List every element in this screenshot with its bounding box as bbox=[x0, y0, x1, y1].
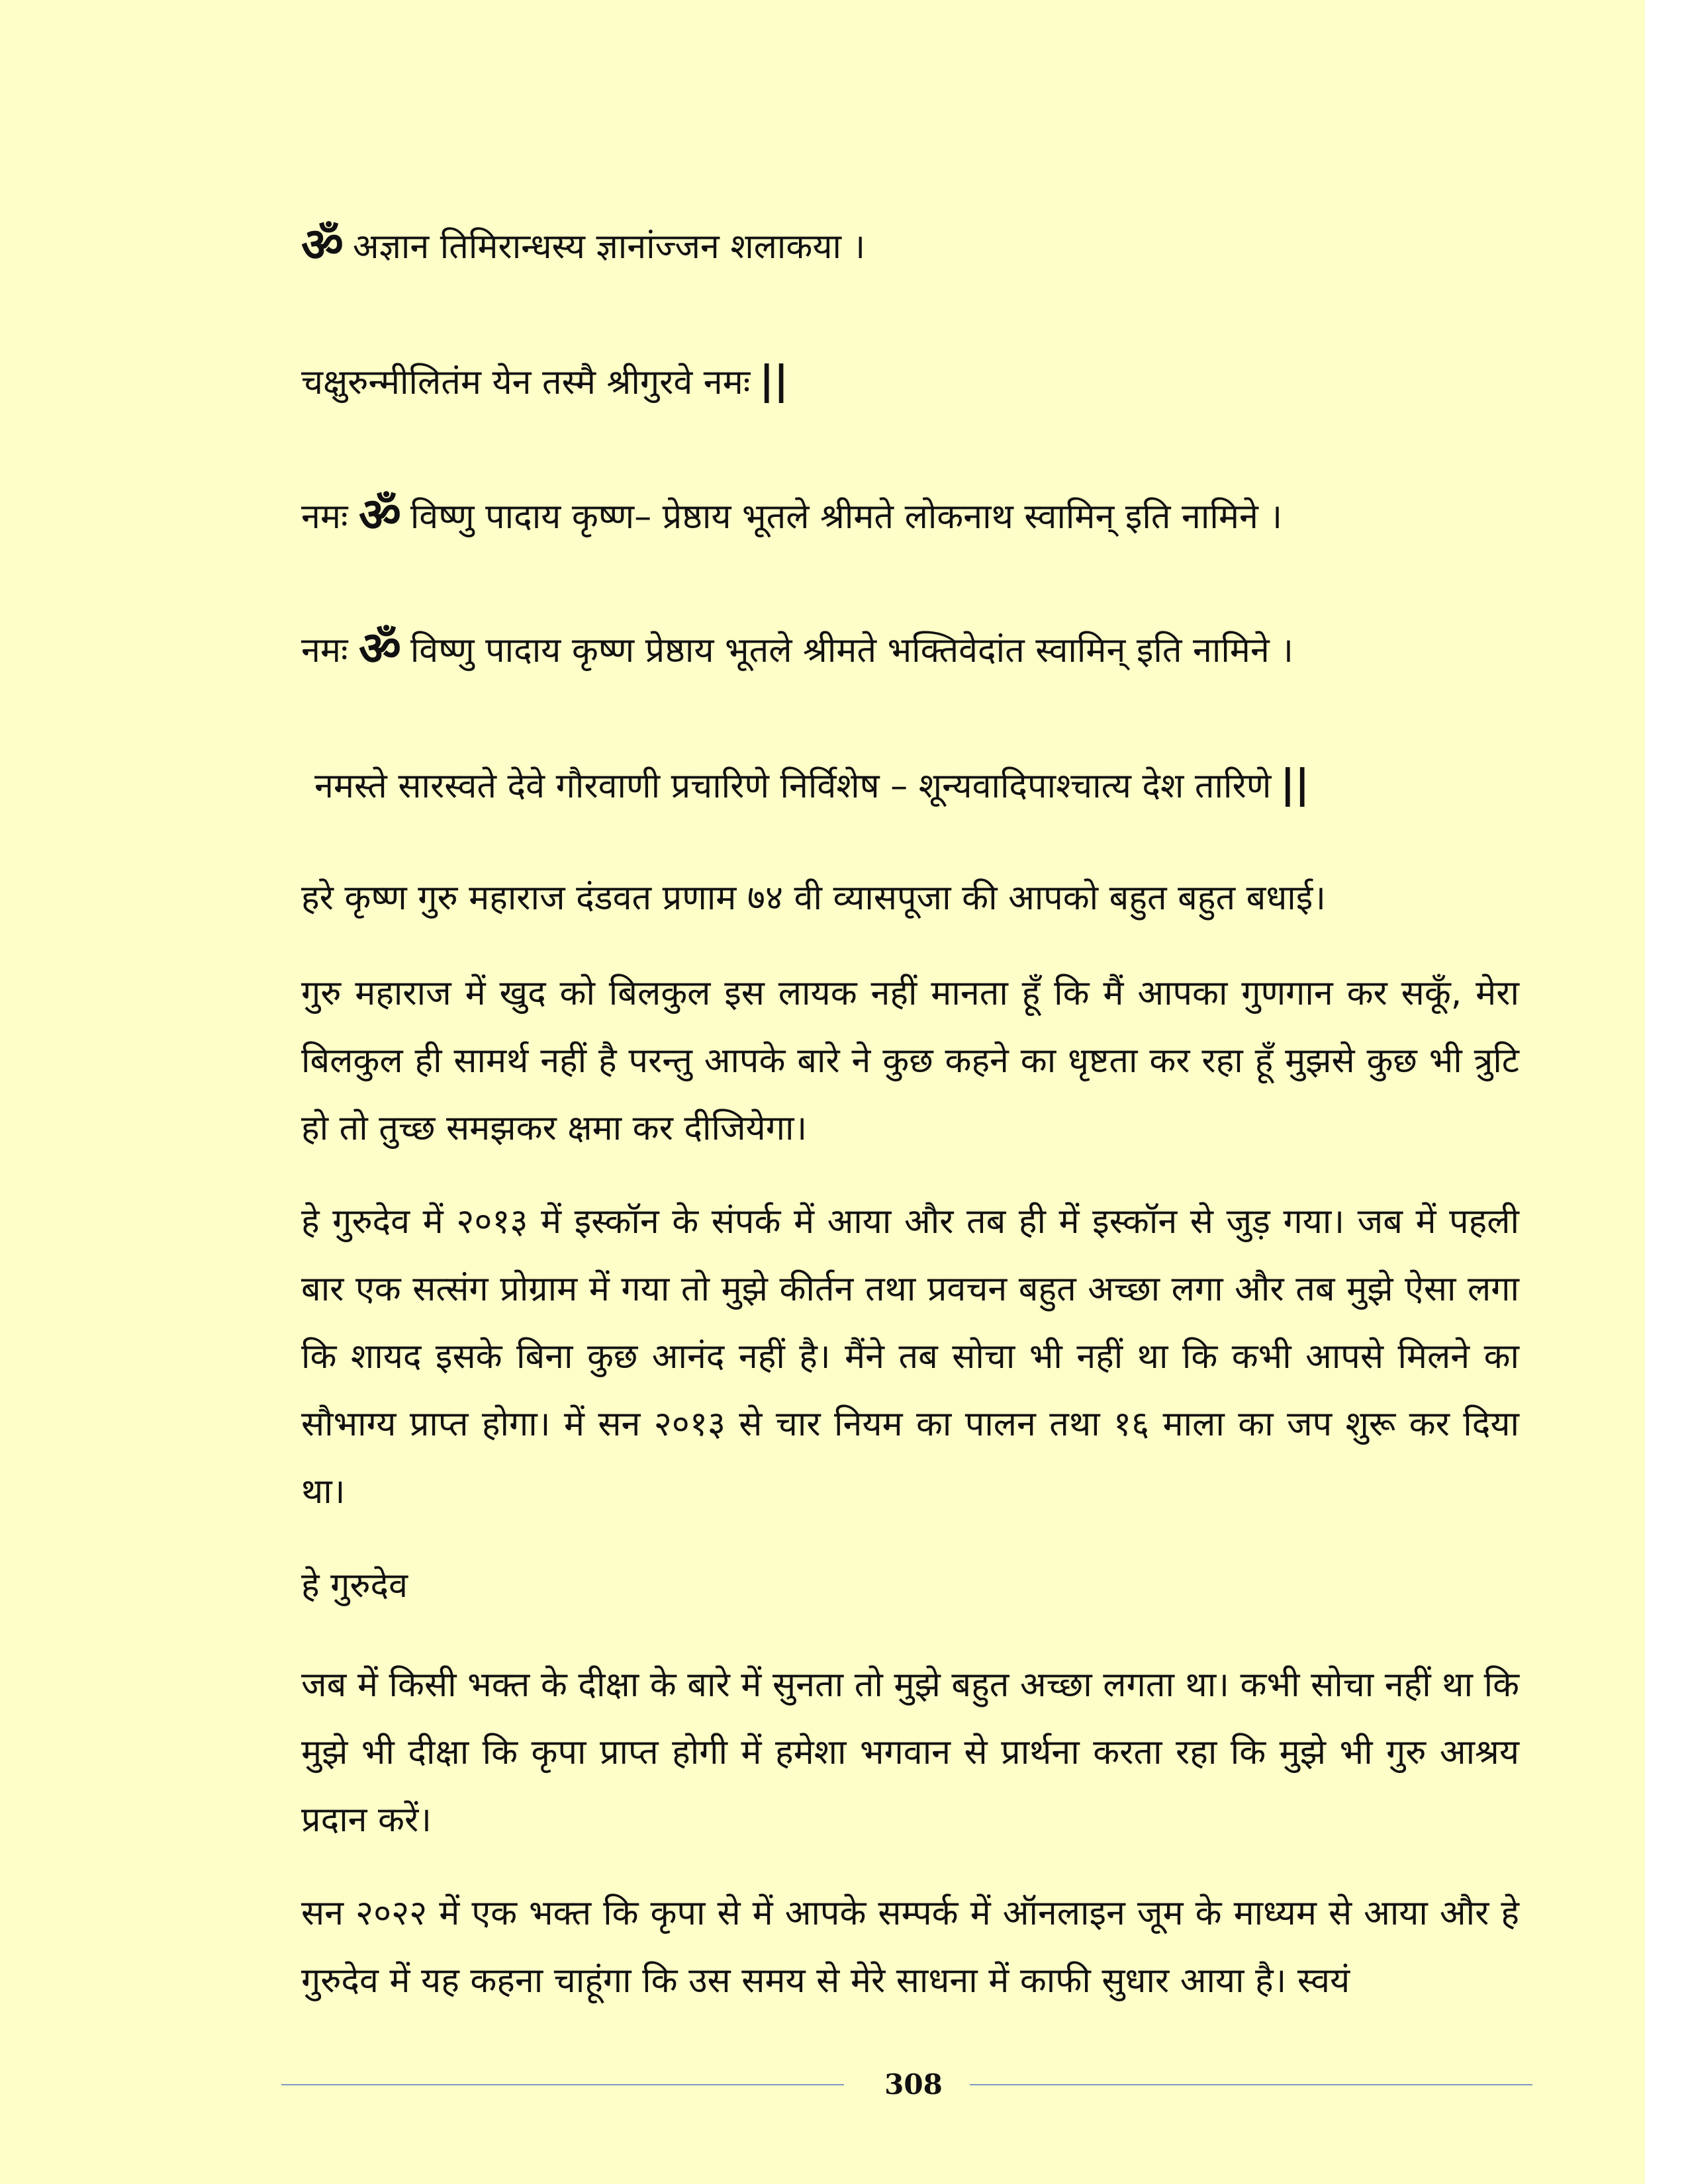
verse-2 bbox=[301, 354, 1519, 407]
paragraph-greeting: हरे कृष्ण गुरु महाराज दंडवत प्रणाम ७४ वी व्यासपूजा की आपको बहुत बहुत बधाई। bbox=[301, 878, 1327, 918]
footer-rule-right bbox=[970, 2084, 1532, 2085]
verse-prefix: नमः bbox=[301, 497, 348, 537]
verse-text: चक्षुरुन्मीलितंम येन तस्मै श्रीगुरवे नमः bbox=[301, 363, 751, 402]
verse-text: विष्णु पादाय कृष्ण– प्रेष्ठाय भूतले श्रीमते लोकनाथ स्वामिन् इति नामिने । bbox=[410, 497, 1283, 537]
paragraph-zoom: सन २०२२ में एक भक्त कि कृपा से में आपके सम्पर्क में ऑनलाइन जूम के माध्यम से आया और हे गुरुदेव में यह कहना चाहूंगा कि उस समय से मेरे साधना में काफी सुधार आया है। स्वयं bbox=[301, 1893, 1519, 2001]
verse-text: अज्ञान तिमिरान्धस्य ज्ञानांज्जन शलाकया । bbox=[352, 227, 866, 267]
verse-text: विष्णु पादाय कृष्ण प्रेष्ठाय भूतले श्रीमते भक्तिवेदांत स्वामिन् इति नामिने । bbox=[410, 631, 1293, 670]
double-danda: || bbox=[1280, 761, 1310, 807]
om-symbol: ॐ bbox=[301, 218, 344, 272]
page-margin-strip bbox=[1645, 0, 1688, 2184]
verse-1 bbox=[301, 218, 1519, 271]
verse-3 bbox=[301, 488, 1519, 541]
paragraph-humility: गुरु महाराज में खुद को बिलकुल इस लायक नहीं मानता हूँ कि मैं आपका गुणगान कर सकूँ, मेरा बिलकुल ही सामर्थ नहीं है परन्तु आपके बारे ने कुछ कहने का धृष्टता कर रहा हूँ मुझसे कुछ भी त्रुटि हो तो तुच्छ समझकर क्षमा कर दीजियेगा। bbox=[301, 974, 1519, 1148]
page-number: 308 bbox=[884, 2068, 943, 2101]
double-danda: || bbox=[759, 357, 789, 404]
om-symbol: ॐ bbox=[359, 621, 401, 676]
paragraph-address: हे गुरुदेव bbox=[301, 1566, 408, 1606]
om-symbol: ॐ bbox=[359, 488, 401, 542]
paragraph-initiation: जब में किसी भक्त के दीक्षा के बारे में सुनता तो मुझे बहुत अच्छा लगता था। कभी सोचा नहीं था कि मुझे भी दीक्षा कि कृपा प्राप्त होगी में हमेशा भगवान से प्रार्थना करता रहा कि मुझे भी गुरु आश्रय प्रदान करें। bbox=[301, 1665, 1519, 1840]
verse-prefix: नमः bbox=[301, 631, 348, 670]
verse-4 bbox=[301, 622, 1519, 675]
verse-5 bbox=[314, 758, 1532, 811]
paragraph-iskcon-contact: हे गुरुदेव में २०१३ में इस्कॉन के संपर्क में आया और तब ही में इस्कॉन से जुड़ गया। जब में पहली बार एक सत्संग प्रोग्राम में गया तो मुझे कीर्तन तथा प्रवचन बहुत अच्छा लगा और तब मुझे ऐसा लगा कि शायद इसके बिना कुछ आनंद नहीं है। मैंने तब सोचा भी नहीं था कि कभी आपसे मिलने का सौभाग्य प्राप्त होगा। में सन २०१३ से चार नियम का पालन तथा १६ माला का जप शुरू कर दिया था। bbox=[301, 1202, 1519, 1512]
footer-rule-left bbox=[281, 2084, 844, 2085]
verse-text: नमस्ते सारस्वते देवे गौरवाणी प्रचारिणे निर्विशेष – शून्यवादिपाश्चात्य देश तारिणे bbox=[314, 766, 1272, 806]
